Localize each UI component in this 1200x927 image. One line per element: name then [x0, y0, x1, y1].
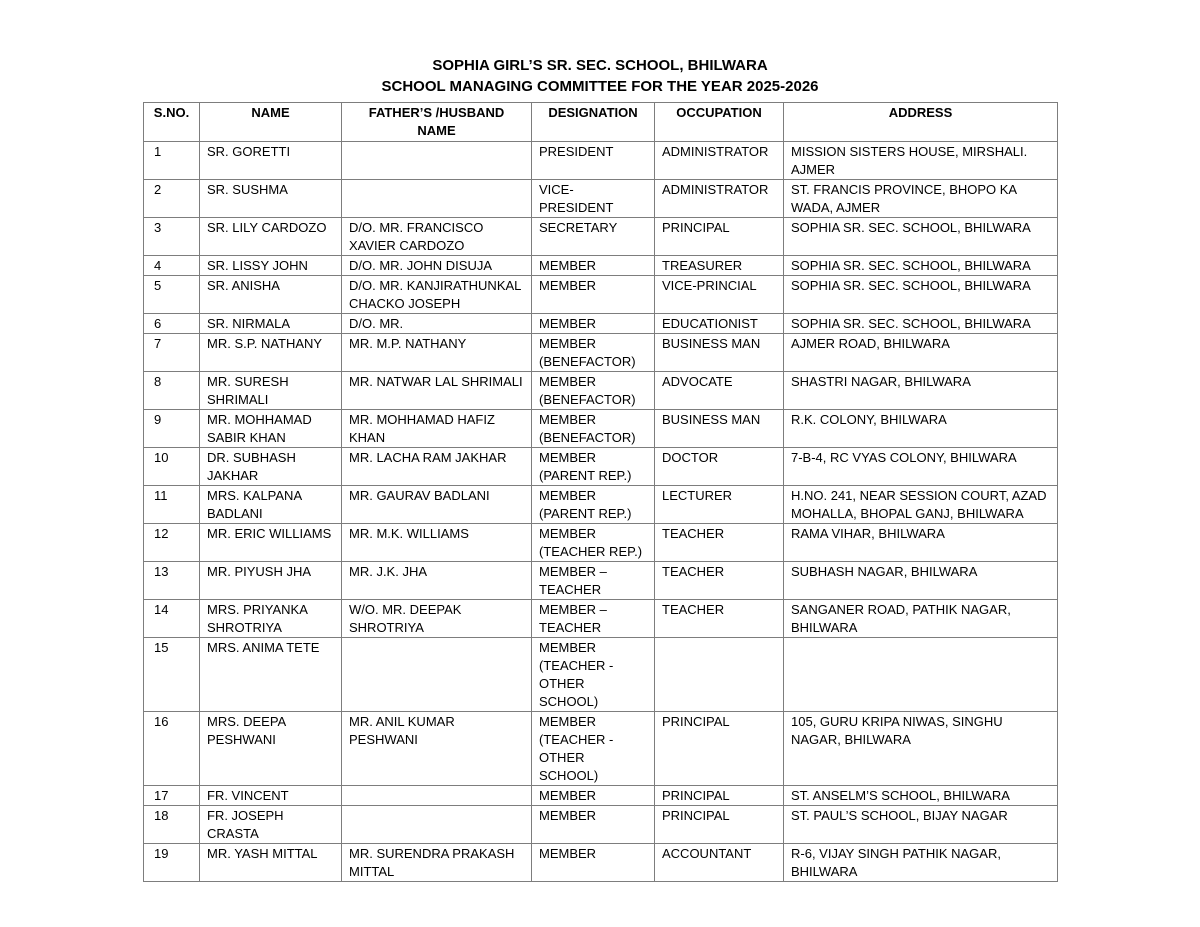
cell-designation: MEMBER (TEACHER - OTHER SCHOOL) [532, 638, 655, 712]
cell-name: SR. NIRMALA [200, 314, 342, 334]
cell-sno: 13 [144, 562, 200, 600]
table-row [144, 600, 1058, 638]
cell-father-husband-name: MR. NATWAR LAL SHRIMALI [342, 372, 532, 410]
cell-occupation: PRINCIPAL [655, 712, 784, 786]
table-row [144, 218, 1058, 256]
cell-name: MR. ERIC WILLIAMS [200, 524, 342, 562]
cell-address: 105, GURU KRIPA NIWAS, SINGHU NAGAR, BHILWARA [784, 712, 1058, 786]
cell-name: MRS. ANIMA TETE [200, 638, 342, 712]
cell-address [784, 638, 1058, 712]
cell-occupation: PRINCIPAL [655, 786, 784, 806]
cell-sno: 3 [144, 218, 200, 256]
cell-name: MR. S.P. NATHANY [200, 334, 342, 372]
cell-designation: MEMBER (PARENT REP.) [532, 448, 655, 486]
table-row [144, 786, 1058, 806]
cell-address: ST. PAUL’S SCHOOL, BIJAY NAGAR [784, 806, 1058, 844]
cell-name: SR. LILY CARDOZO [200, 218, 342, 256]
cell-designation: MEMBER (BENEFACTOR) [532, 410, 655, 448]
cell-sno: 4 [144, 256, 200, 276]
cell-name: SR. ANISHA [200, 276, 342, 314]
table-row [144, 334, 1058, 372]
cell-address: H.NO. 241, NEAR SESSION COURT, AZAD MOHALLA, BHOPAL GANJ, BHILWARA [784, 486, 1058, 524]
cell-name: SR. GORETTI [200, 142, 342, 180]
table-row [144, 638, 1058, 712]
cell-designation: MEMBER [532, 256, 655, 276]
cell-designation: MEMBER [532, 844, 655, 882]
cell-father-husband-name: D/O. MR. KANJIRATHUNKAL CHACKO JOSEPH [342, 276, 532, 314]
table-row [144, 142, 1058, 180]
cell-designation: MEMBER [532, 786, 655, 806]
cell-sno: 9 [144, 410, 200, 448]
cell-occupation: BUSINESS MAN [655, 334, 784, 372]
cell-father-husband-name: MR. ANIL KUMAR PESHWANI [342, 712, 532, 786]
cell-name: FR. JOSEPH CRASTA [200, 806, 342, 844]
cell-designation: MEMBER (BENEFACTOR) [532, 334, 655, 372]
cell-designation: MEMBER (TEACHER - OTHER SCHOOL) [532, 712, 655, 786]
cell-sno: 6 [144, 314, 200, 334]
table-header-row [144, 103, 1058, 142]
cell-designation: MEMBER [532, 276, 655, 314]
cell-father-husband-name [342, 806, 532, 844]
cell-name: DR. SUBHASH JAKHAR [200, 448, 342, 486]
cell-sno: 17 [144, 786, 200, 806]
cell-father-husband-name: MR. MOHHAMAD HAFIZ KHAN [342, 410, 532, 448]
cell-name: MR. SURESH SHRIMALI [200, 372, 342, 410]
cell-address: SOPHIA SR. SEC. SCHOOL, BHILWARA [784, 276, 1058, 314]
cell-occupation: ACCOUNTANT [655, 844, 784, 882]
table-row [144, 372, 1058, 410]
cell-name: MRS. PRIYANKA SHROTRIYA [200, 600, 342, 638]
cell-father-husband-name: MR. SURENDRA PRAKASH MITTAL [342, 844, 532, 882]
header-address: ADDRESS [784, 103, 1058, 142]
cell-occupation: EDUCATIONIST [655, 314, 784, 334]
cell-sno: 8 [144, 372, 200, 410]
cell-occupation: TEACHER [655, 524, 784, 562]
cell-father-husband-name [342, 142, 532, 180]
cell-father-husband-name: MR. GAURAV BADLANI [342, 486, 532, 524]
table-row [144, 410, 1058, 448]
school-name-heading: SOPHIA GIRL’S SR. SEC. SCHOOL, BHILWARA [432, 57, 768, 74]
cell-designation: SECRETARY [532, 218, 655, 256]
cell-occupation: PRINCIPAL [655, 218, 784, 256]
cell-address: R.K. COLONY, BHILWARA [784, 410, 1058, 448]
cell-sno: 19 [144, 844, 200, 882]
cell-designation: MEMBER (TEACHER REP.) [532, 524, 655, 562]
cell-father-husband-name: W/O. MR. DEEPAK SHROTRIYA [342, 600, 532, 638]
cell-occupation: ADMINISTRATOR [655, 180, 784, 218]
cell-occupation: ADMINISTRATOR [655, 142, 784, 180]
cell-name: MRS. DEEPA PESHWANI [200, 712, 342, 786]
table-row [144, 448, 1058, 486]
cell-address: SOPHIA SR. SEC. SCHOOL, BHILWARA [784, 256, 1058, 276]
cell-occupation [655, 638, 784, 712]
cell-designation: MEMBER (PARENT REP.) [532, 486, 655, 524]
cell-address: SOPHIA SR. SEC. SCHOOL, BHILWARA [784, 314, 1058, 334]
cell-designation: MEMBER [532, 806, 655, 844]
table-row [144, 524, 1058, 562]
committee-heading: SCHOOL MANAGING COMMITTEE FOR THE YEAR 2025-2026 [381, 78, 819, 95]
cell-address: MISSION SISTERS HOUSE, MIRSHALI. AJMER [784, 142, 1058, 180]
cell-father-husband-name: MR. M.P. NATHANY [342, 334, 532, 372]
cell-father-husband-name: MR. LACHA RAM JAKHAR [342, 448, 532, 486]
table-row [144, 314, 1058, 334]
committee-table [143, 102, 1058, 882]
table-row [144, 256, 1058, 276]
cell-address: SHASTRI NAGAR, BHILWARA [784, 372, 1058, 410]
header-designation: DESIGNATION [532, 103, 655, 142]
cell-name: SR. SUSHMA [200, 180, 342, 218]
cell-designation: VICE-PRESIDENT [532, 180, 655, 218]
cell-sno: 1 [144, 142, 200, 180]
cell-father-husband-name: MR. J.K. JHA [342, 562, 532, 600]
cell-designation: MEMBER (BENEFACTOR) [532, 372, 655, 410]
cell-sno: 7 [144, 334, 200, 372]
table-row [144, 806, 1058, 844]
cell-designation: MEMBER – TEACHER [532, 562, 655, 600]
cell-sno: 14 [144, 600, 200, 638]
cell-address: ST. FRANCIS PROVINCE, BHOPO KA WADA, AJMER [784, 180, 1058, 218]
cell-sno: 18 [144, 806, 200, 844]
cell-occupation: TREASURER [655, 256, 784, 276]
table-row [144, 844, 1058, 882]
cell-address: ST. ANSELM’S SCHOOL, BHILWARA [784, 786, 1058, 806]
cell-designation: MEMBER [532, 314, 655, 334]
table-row [144, 276, 1058, 314]
cell-occupation: DOCTOR [655, 448, 784, 486]
table-row [144, 712, 1058, 786]
cell-occupation: PRINCIPAL [655, 806, 784, 844]
cell-address: AJMER ROAD, BHILWARA [784, 334, 1058, 372]
header-occupation: OCCUPATION [655, 103, 784, 142]
cell-address: 7-B-4, RC VYAS COLONY, BHILWARA [784, 448, 1058, 486]
cell-sno: 10 [144, 448, 200, 486]
table-row [144, 562, 1058, 600]
cell-father-husband-name: D/O. MR. JOHN DISUJA [342, 256, 532, 276]
cell-sno: 5 [144, 276, 200, 314]
cell-name: MRS. KALPANA BADLANI [200, 486, 342, 524]
cell-address: SANGANER ROAD, PATHIK NAGAR, BHILWARA [784, 600, 1058, 638]
cell-designation: PRESIDENT [532, 142, 655, 180]
cell-address: RAMA VIHAR, BHILWARA [784, 524, 1058, 562]
cell-sno: 16 [144, 712, 200, 786]
header-name: NAME [200, 103, 342, 142]
cell-occupation: LECTURER [655, 486, 784, 524]
cell-father-husband-name [342, 786, 532, 806]
cell-name: MR. YASH MITTAL [200, 844, 342, 882]
header-father-husband-name: FATHER’S /HUSBAND NAME [342, 103, 532, 142]
cell-sno: 11 [144, 486, 200, 524]
cell-name: FR. VINCENT [200, 786, 342, 806]
cell-address: SOPHIA SR. SEC. SCHOOL, BHILWARA [784, 218, 1058, 256]
cell-occupation: ADVOCATE [655, 372, 784, 410]
cell-sno: 12 [144, 524, 200, 562]
cell-father-husband-name [342, 180, 532, 218]
table-row [144, 486, 1058, 524]
cell-sno: 15 [144, 638, 200, 712]
cell-address: SUBHASH NAGAR, BHILWARA [784, 562, 1058, 600]
cell-father-husband-name: D/O. MR. FRANCISCO XAVIER CARDOZO [342, 218, 532, 256]
cell-sno: 2 [144, 180, 200, 218]
cell-occupation: BUSINESS MAN [655, 410, 784, 448]
table-body [144, 142, 1058, 882]
header-sno: S.NO. [144, 103, 200, 142]
cell-occupation: VICE-PRINCIAL [655, 276, 784, 314]
cell-designation: MEMBER – TEACHER [532, 600, 655, 638]
cell-occupation: TEACHER [655, 562, 784, 600]
cell-father-husband-name: D/O. MR. [342, 314, 532, 334]
cell-father-husband-name: MR. M.K. WILLIAMS [342, 524, 532, 562]
cell-father-husband-name [342, 638, 532, 712]
cell-occupation: TEACHER [655, 600, 784, 638]
table-row [144, 180, 1058, 218]
cell-name: MR. PIYUSH JHA [200, 562, 342, 600]
cell-name: MR. MOHHAMAD SABIR KHAN [200, 410, 342, 448]
document-title [143, 55, 1057, 97]
cell-name: SR. LISSY JOHN [200, 256, 342, 276]
cell-address: R-6, VIJAY SINGH PATHIK NAGAR, BHILWARA [784, 844, 1058, 882]
